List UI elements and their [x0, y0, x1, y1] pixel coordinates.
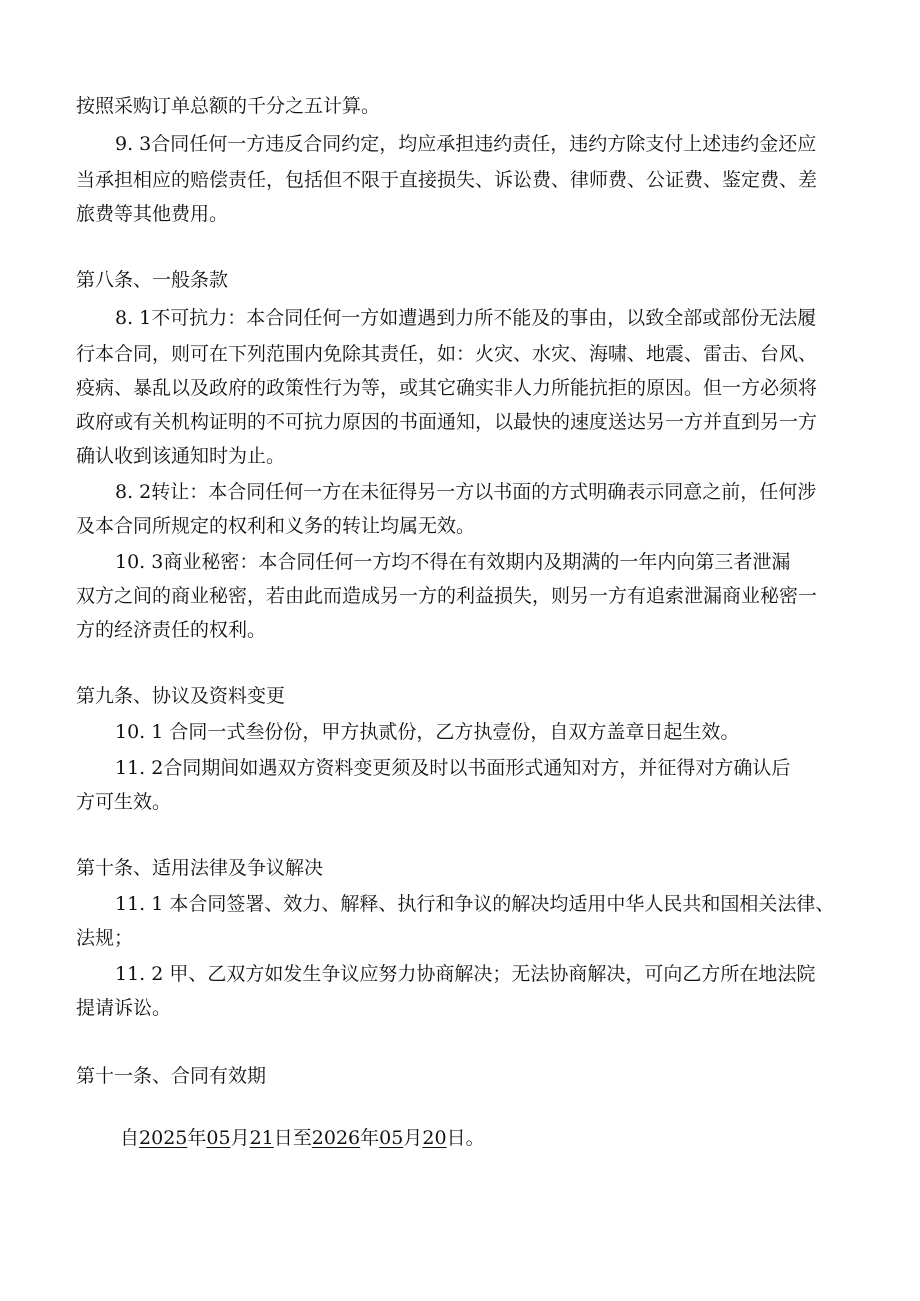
section-heading-11: 第十一条、合同有效期	[76, 1065, 267, 1087]
text-line: 旅费等其他费用。	[76, 203, 229, 225]
section-heading-8: 第八条、一般条款	[76, 269, 229, 291]
day-char: 日。	[446, 1127, 485, 1149]
text-line: 及本合同所规定的权利和义务的转让均属无效。	[76, 515, 476, 537]
text-line: 疫病、暴乱以及政府的政策性行为等，或其它确实非人力所能抗拒的原因。但一方必须将	[76, 377, 818, 399]
text-line: 确认收到该通知时为止。	[76, 445, 286, 467]
text-line: 行本合同，则可在下列范围内免除其责任，如：火灾、水灾、海啸、地震、雷击、台风、	[76, 343, 818, 365]
start-year: 2025	[139, 1127, 188, 1149]
clause-9-3-line: 9. 3合同任何一方违反合同约定，均应承担违约责任，违约方除支付上述违约金还应	[115, 133, 817, 155]
clause-8-2-line: 8. 2转让：本合同任何一方在未征得另一方以书面的方式明确表示同意之前，任何涉	[115, 481, 817, 503]
end-day: 20	[422, 1127, 447, 1149]
year-char: 年	[360, 1127, 380, 1149]
text-line: 按照采购订单总额的千分之五计算。	[76, 95, 381, 117]
text-line: 方的经济责任的权利。	[76, 619, 267, 641]
clause-10-1-line: 10. 1 合同一式叁份份，甲方执贰份，乙方执壹份，自双方盖章日起生效。	[115, 721, 740, 743]
clause-11-2-line: 11. 2合同期间如遇双方资料变更须及时以书面形式通知对方，并征得对方确认后	[115, 757, 791, 779]
year-char: 年	[187, 1127, 207, 1149]
validity-prefix: 自	[120, 1127, 140, 1149]
day-char: 日至	[273, 1127, 312, 1149]
start-day: 21	[249, 1127, 274, 1149]
text-line: 当承担相应的赔偿责任，包括但不限于直接损失、诉讼费、律师费、公证费、鉴定费、差	[76, 169, 818, 191]
month-char: 月	[403, 1127, 423, 1149]
start-month: 05	[206, 1127, 231, 1149]
text-line: 政府或有关机构证明的不可抗力原因的书面通知，以最快的速度送达另一方并直到另一方	[76, 411, 818, 433]
clause-11-1-line: 11. 1 本合同签署、效力、解释、执行和争议的解决均适用中华人民共和国相关法律、	[115, 893, 835, 915]
clause-11-2b-line: 11. 2 甲、乙双方如发生争议应努力协商解决；无法协商解决，可向乙方所在地法院	[115, 963, 816, 985]
section-heading-9: 第九条、协议及资料变更	[76, 685, 286, 707]
text-line: 法规；	[76, 927, 134, 949]
text-line: 提请诉讼。	[76, 997, 172, 1019]
clause-8-1-line: 8. 1不可抗力：本合同任何一方如遭遇到力所不能及的事由，以致全部或部份无法履	[115, 307, 817, 329]
end-year: 2026	[311, 1127, 361, 1149]
text-line: 方可生效。	[76, 791, 172, 813]
clause-10-3-line: 10. 3商业秘密：本合同任何一方均不得在有效期内及期满的一年内向第三者泄漏	[115, 551, 791, 573]
section-heading-10: 第十条、适用法律及争议解决	[76, 857, 324, 879]
end-month: 05	[379, 1127, 404, 1149]
validity-period	[120, 1126, 485, 1150]
text-line: 双方之间的商业秘密，若由此而造成另一方的利益损失，则另一方有追索泄漏商业秘密一	[76, 585, 818, 607]
month-char: 月	[230, 1127, 250, 1149]
